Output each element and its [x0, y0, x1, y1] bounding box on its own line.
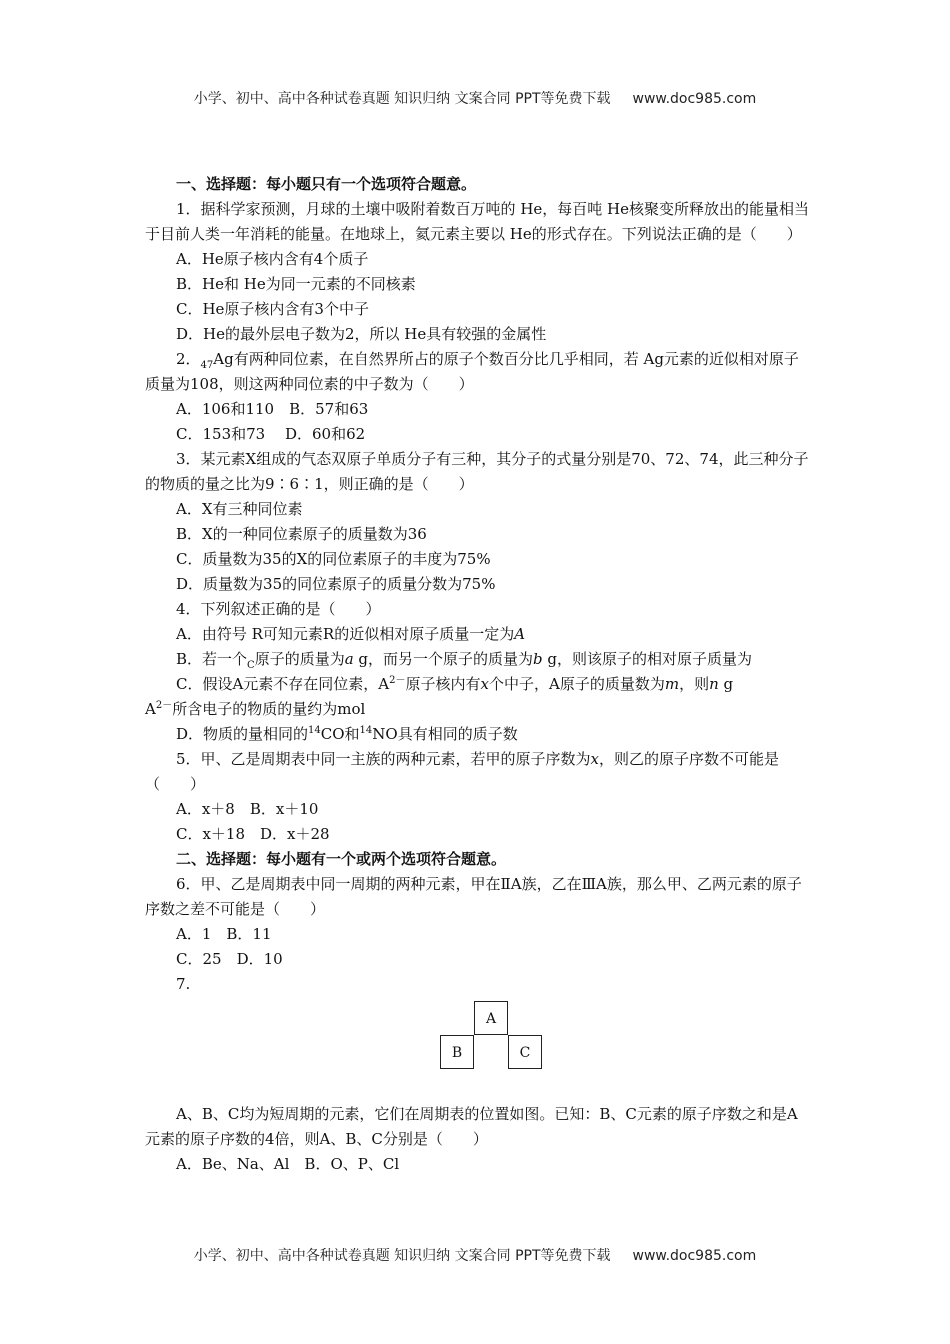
q4-b-text1: B．若一个	[176, 650, 248, 668]
q4-c-text6: A	[145, 700, 156, 718]
footer-url[interactable]: www.doc985.com	[632, 1248, 757, 1264]
q4-b-text4: g，则该原子的相对原子质量为	[542, 650, 753, 668]
q4-b-var2: b	[533, 650, 543, 668]
q6-stem: 6．甲、乙是周期表中同一周期的两种元素，甲在ⅡA族，乙在ⅢA族，那么甲、乙两元素的原子序数之差不可能是（ ）	[145, 875, 802, 918]
q4-b-var1: a	[344, 650, 354, 668]
q2-stem	[145, 347, 810, 397]
q5-options-cd: C．x＋18 D．x＋28	[176, 825, 330, 843]
q5-text1: 5．甲、乙是周期表中同一主族的两种元素，若甲的原子序数为	[176, 750, 591, 768]
q2-options-cd: C．153和73 D．60和62	[176, 425, 366, 443]
q6-options-cd: C．25 D．10	[176, 950, 283, 968]
header-text: 小学、初中、高中各种试卷真题 知识归纳 文案合同 PPT等免费下载	[193, 91, 611, 107]
q4-b-text2: 原子的质量为	[254, 650, 345, 668]
q1-option-c: C．He原子核内含有3个中子	[176, 300, 369, 318]
q4-c-text7: 所含电子的物质的量约为mol	[172, 700, 366, 718]
q4-a-text: A．由符号 R可知元素R的近似相对原子质量一定为	[176, 625, 515, 643]
q1-option-a: A．He原子核内含有4个质子	[176, 250, 369, 268]
q4-stem: 4．下列叙述正确的是（ ）	[176, 600, 381, 618]
q4-b-sub: C	[247, 660, 255, 671]
q4-option-c	[145, 672, 810, 722]
q2-options-ab: A．106和110 B．57和63	[176, 400, 369, 418]
q2-number: 2．	[176, 350, 201, 368]
q4-option-a	[145, 622, 810, 647]
q3-option-c: C．质量数为35的X的同位素原子的丰度为75%	[176, 550, 491, 568]
cell-c: C	[508, 1035, 542, 1069]
q4-d-text1: D．物质的量相同的	[176, 725, 309, 743]
q4-c-text3: 个中子，A原子的质量数为	[489, 675, 665, 693]
q5-text2: ，则乙的原子序数不可能是（ ）	[145, 750, 780, 793]
q4-c-text5: g	[718, 675, 734, 693]
q7-options-ab: A．Be、Na、Al B．O、P、Cl	[176, 1155, 400, 1173]
q4-c-sup: 2－	[389, 675, 406, 686]
q4-a-var: A	[514, 625, 526, 643]
q1-stem: 1．据科学家预测，月球的土壤中吸附着数百万吨的 He，每百吨 He核聚变所释放出的能量相当于目前人类一年消耗的能量。在地球上，氦元素主要以 He的形式存在。下列说法正确的是（ ）	[145, 200, 809, 243]
q2-atomic-number: 47	[200, 360, 214, 371]
q3-option-d: D．质量数为35的同位素原子的质量分数为75%	[176, 575, 496, 593]
q4-c-text1: C．假设A元素不存在同位素，A	[176, 675, 390, 693]
header-url[interactable]: www.doc985.com	[632, 91, 757, 107]
q4-d-text3: NO具有相同的质子数	[372, 725, 518, 743]
document-body	[145, 172, 810, 1177]
q4-option-b	[145, 647, 810, 672]
page-header	[0, 88, 950, 108]
q1-option-d: D．He的最外层电子数为2，所以 He具有较强的金属性	[176, 325, 547, 343]
section-2-title: 二、选择题：每小题有一个或两个选项符合题意。	[176, 850, 507, 868]
q4-d-text2: CO和	[320, 725, 360, 743]
q4-option-d	[145, 722, 810, 747]
section-1-title: 一、选择题：每小题只有一个选项符合题意。	[176, 175, 477, 193]
cell-a: A	[474, 1001, 508, 1035]
periodic-table-diagram	[145, 1001, 810, 1088]
q3-stem: 3．某元素X组成的气态双原子单质分子有三种，其分子的式量分别是70、72、74，此三种分子的物质的量之比为9∶6∶1，则正确的是（ ）	[145, 450, 809, 493]
q6-options-ab: A．1 B．11	[176, 925, 272, 943]
q4-c-var3: n	[709, 675, 719, 693]
cell-b: B	[440, 1035, 474, 1069]
q5-var: x	[590, 750, 600, 768]
q4-c-sup2: 2－	[155, 700, 173, 711]
q4-c-var1: x	[480, 675, 490, 693]
q5-stem	[145, 747, 810, 797]
q4-b-text3: g，而另一个原子的质量为	[353, 650, 534, 668]
q3-option-a: A．X有三种同位素	[176, 500, 303, 518]
q4-c-text4: ，则	[679, 675, 710, 693]
q3-option-b: B．X的一种同位素原子的质量数为36	[176, 525, 427, 543]
q4-d-sup2: 14	[359, 725, 373, 736]
q4-c-text2: 原子核内有	[405, 675, 481, 693]
q7-stem: A、B、C均为短周期的元素，它们在周期表的位置如图。已知：B、C元素的原子序数之和是A元素的原子序数的4倍，则A、B、C分别是（ ）	[145, 1105, 798, 1148]
q4-c-var2: m	[664, 675, 680, 693]
q4-d-sup1: 14	[308, 725, 321, 736]
page-footer	[0, 1245, 950, 1265]
footer-text: 小学、初中、高中各种试卷真题 知识归纳 文案合同 PPT等免费下载	[193, 1248, 611, 1264]
q5-options-ab: A．x＋8 B．x＋10	[176, 800, 319, 818]
q2-text: Ag有两种同位素，在自然界所占的原子个数百分比几乎相同，若 Ag元素的近似相对原子质量为108，则这两种同位素的中子数为（ ）	[145, 350, 799, 393]
q7-number: 7.	[176, 975, 191, 993]
q1-option-b: B．He和 He为同一元素的不同核素	[176, 275, 416, 293]
